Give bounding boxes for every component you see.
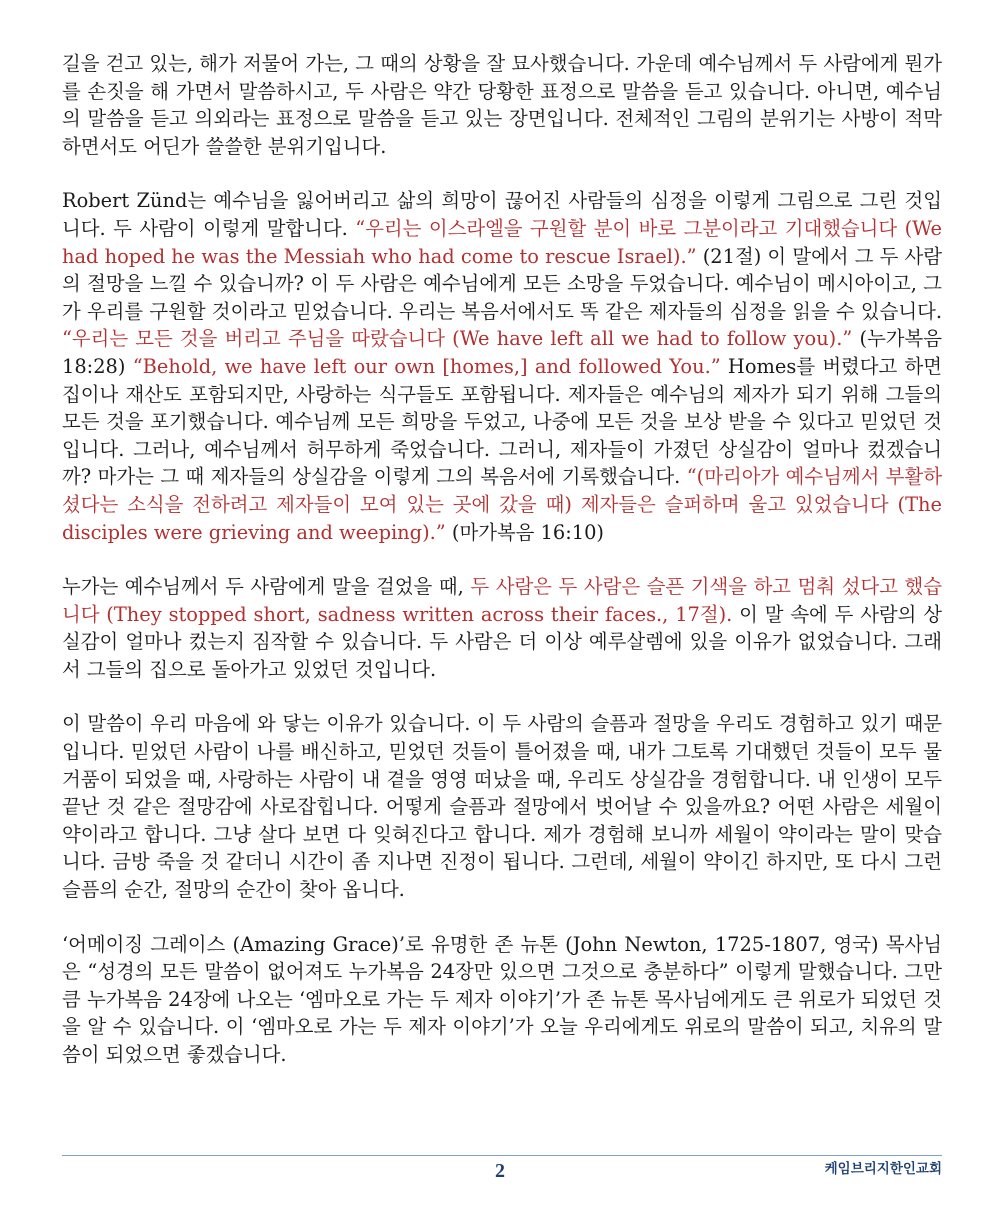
text-run: (21절) 이 말에서 그 두 사람의 절망을 느낄 수 있습니까? 이 두 사람은 예수님에게 모든 소망을 두었습니다. 예수님이 메시아이고, 그가 우리를 구원할 것이라고 믿었습니다. 우리는 복음서에서도 똑 같은 제자들의 심정을 읽을 수 있습니다.: [62, 244, 942, 323]
scripture-quote: “(마리아가 예수님께서 부활하셨다는 소식을 전하려고 제자들이 모여 있는 곳에 갔을 때) 제자들은 슬퍼하며 울고 있었습니다 (The disciples were grieving and weeping).”: [62, 465, 942, 544]
text-run: (마가복음 16:10): [445, 520, 604, 544]
paragraph-5: [62, 931, 942, 1069]
text-run: ‘어메이징 그레이스 (Amazing Grace)’로 유명한 존 뉴톤 (John Newton, 1725-1807, 영국) 목사님은 “성경의 모든 말씀이 없어져도 누가복음 24장만 있으면 그것으로 충분하다” 이렇게 말했습니다. 그만큼 누가복음 24장에 나오는 ‘엠마오로 가는 두 제자 이야기’가 존 뉴톤 목사님에게도 큰 위로가 되었던 것을 알 수 있습니다. 이 ‘엠마오로 가는 두 제자 이야기’가 오늘 우리에게도 위로의 말씀이 되고, 치유의 말씀이 되었으면 좋겠습니다.: [62, 932, 942, 1066]
scripture-quote: “Behold, we have left our own [homes,] and followed You.”: [132, 354, 721, 378]
text-run: 누가는 예수님께서 두 사람에게 말을 걸었을 때,: [62, 575, 471, 599]
text-run: 길을 걷고 있는, 해가 저물어 가는, 그 때의 상황을 잘 묘사했습니다. 가운데 예수님께서 두 사람에게 뭔가를 손짓을 해 가면서 말씀하시고, 두 사람은 약간 당황한 표정으로 말씀을 듣고 있습니다. 아니면, 예수님의 말씀을 듣고 의외라는 표정으로 말씀을 듣고 있는 장면입니다. 전체적인 그림의 분위기는 사방이 적막하면서도 어딘가 쓸쓸한 분위기입니다.: [62, 52, 942, 158]
paragraph-1: [62, 50, 942, 160]
text-run: Homes를 버렸다고 하면 집이나 재산도 포함되지만, 사랑하는 식구들도 포함됩니다. 제자들은 예수님의 제자가 되기 위해 그들의 모든 것을 포기했습니다. 예수님께 모든 희망을 두었고, 나중에 모든 것을 보상 받을 수 있다고 믿었던 것입니다. 그러나, 예수님께서 허무하게 죽었습니다. 그러니, 제자들이 가졌던 상실감이 얼마나 컸겠습니까? 마가는 그 때 제자들의 상실감을 이렇게 그의 복음서에 기록했습니다.: [62, 354, 942, 489]
text-run: (누가복음 18:28): [62, 327, 942, 378]
paragraph-2: [62, 187, 942, 546]
text-run: 이 말 속에 두 사람의 상실감이 얼마나 컸는지 짐작할 수 있습니다. 두 사람은 더 이상 예루살렘에 있을 이유가 없었습니다. 그래서 그들의 집으로 돌아가고 있었던 것입니다.: [62, 602, 942, 681]
scripture-quote: “우리는 모든 것을 버리고 주님을 따랐습니다 (We have left all we had to follow you).”: [62, 327, 853, 351]
page-number: 2: [495, 1160, 505, 1182]
footer-divider: [62, 1155, 942, 1156]
church-name: 케임브리지한인교회: [824, 1161, 942, 1177]
text-run: 이 말씀이 우리 마음에 와 닿는 이유가 있습니다. 이 두 사람의 슬픔과 절망을 우리도 경험하고 있기 때문입니다. 믿었던 사람이 나를 배신하고, 믿었던 것들이 틀어졌을 때, 내가 그토록 기대했던 것들이 모두 물거품이 되었을 때, 사랑하는 사람이 내 곁을 영영 떠났을 때, 우리도 상실감을 경험합니다. 내 인생이 모두 끝난 것 같은 절망감에 사로잡힙니다. 어떻게 슬픔과 절망에서 벗어날 수 있을까요? 어떤 사람은 세월이 약이라고 합니다. 그냥 살다 보면 다 잊혀진다고 합니다. 제가 경험해 보니까 세월이 약이라는 말이 맞습니다. 금방 죽을 것 같더니 시간이 좀 지나면 진정이 됩니다. 그런데, 세월이 약이긴 하지만, 또 다시 그런 슬픔의 순간, 절망의 순간이 찾아 옵니다.: [62, 712, 942, 902]
paragraph-3: [62, 573, 942, 683]
scripture-quote: “우리는 이스라엘을 구원할 분이 바로 그분이라고 기대했습니다 (We had hoped he was the Messiah who had come to rescue Israel).”: [62, 216, 943, 268]
text-run: Robert Zünd는 예수님을 잃어버리고 삶의 희망이 끊어진 사람들의 심정을 이렇게 그림으로 그린 것입니다. 두 사람이 이렇게 말합니다.: [62, 189, 942, 240]
scripture-quote: 두 사람은 두 사람은 슬픈 기색을 하고 멈춰 섰다고 했습니다 (They stopped short, sadness written across their faces., 17절).: [62, 575, 942, 626]
paragraph-4: [62, 710, 942, 903]
document-body: [62, 50, 942, 1096]
